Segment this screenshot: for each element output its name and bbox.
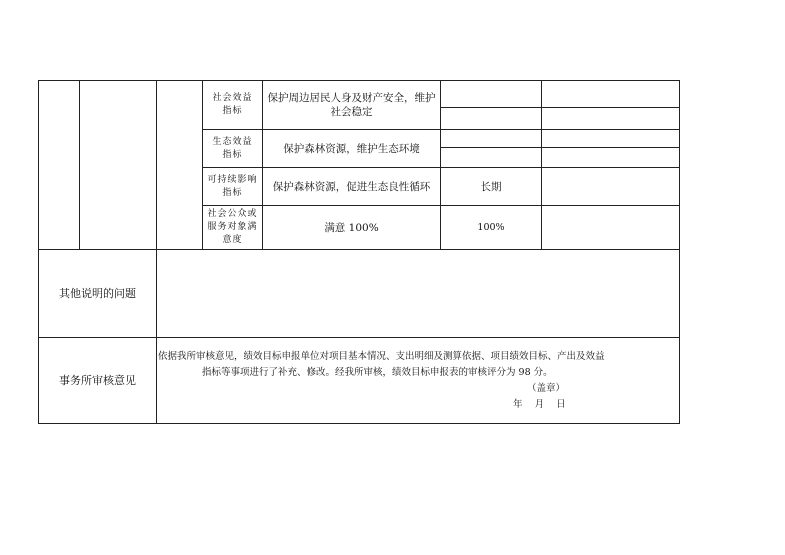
content-cell: 满意 100% <box>324 221 379 234</box>
table-rule <box>679 80 680 424</box>
audit-opinion-line: 依据我所审核意见，绩效目标申报单位对项目基本情况、支出明细及测算依据、项目绩效目标、产出及效益 <box>158 351 605 362</box>
value-cell: 长期 <box>480 180 502 193</box>
date-line: 年 月 日 <box>513 399 566 410</box>
content-cell: 保护森林资源，维护生态环境 <box>283 142 420 155</box>
other-issues-label: 其他说明的问题 <box>59 286 136 300</box>
value-cell <box>441 81 541 107</box>
value-cell <box>441 130 541 147</box>
table-rule <box>38 423 680 424</box>
content-cell: 保护周边居民人身及财产安全，维护 社会稳定 <box>267 92 436 118</box>
audit-opinion-line: 指标等事项进行了补充、修改。经我所审核，绩效目标申报表的审核评分为 98 分。 <box>202 367 553 378</box>
audit-opinion-label: 事务所审核意见 <box>59 373 136 387</box>
table-rule <box>440 147 680 148</box>
indicator-cell: 可持续影响 指标 <box>207 174 258 198</box>
value-cell: 100% <box>477 221 505 233</box>
table-rule <box>440 107 680 108</box>
content-cell: 保护森林资源，促进生态良性循环 <box>272 180 431 193</box>
indicator-cell: 生态效益 指标 <box>212 136 253 160</box>
seal-note: （盖章） <box>527 383 566 394</box>
other-issues-value <box>157 250 679 337</box>
indicator-cell: 社会效益 指标 <box>212 93 253 116</box>
table-rule <box>79 80 80 249</box>
table-rule <box>541 80 542 249</box>
indicator-cell: 社会公众或 服务对象满 意度 <box>207 209 258 245</box>
